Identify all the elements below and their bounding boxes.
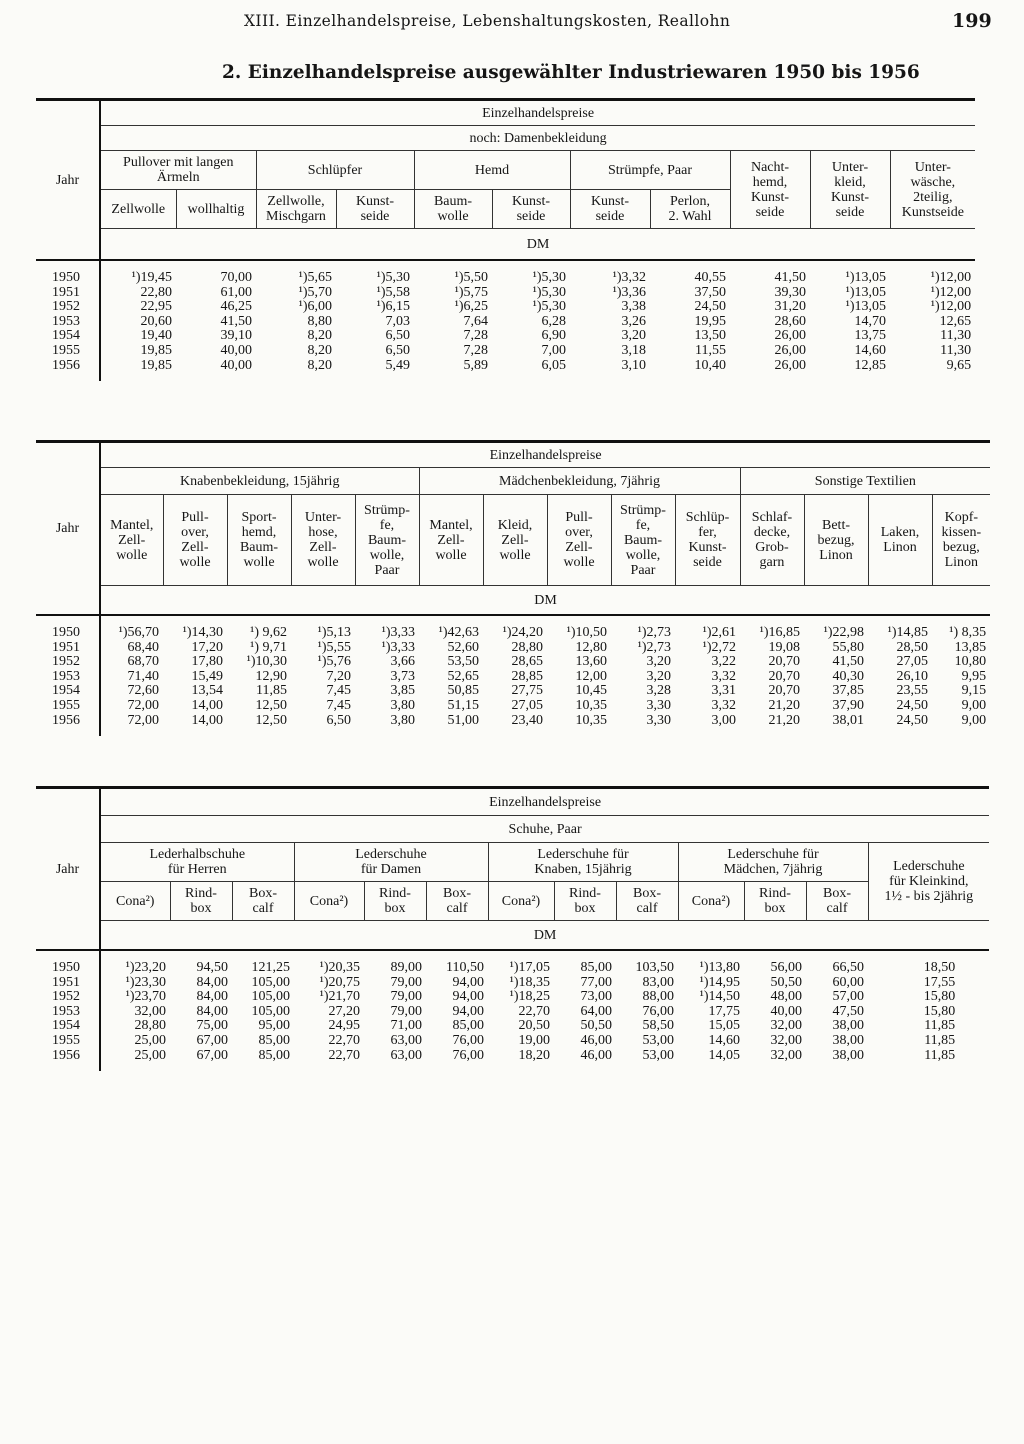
col-nachthemd: Nacht- hemd, Kunst- seide [730,151,810,229]
data-column: ¹)2,73 ¹)2,73 3,20 3,20 3,28 3,30 3,30 [637,625,671,728]
data-column: 103,50 83,00 88,00 76,00 58,50 53,00 53,00 [635,960,674,1063]
col-header: Unter- hose, Zell- wolle [291,495,355,586]
data-column: ¹)5,30 ¹)5,30 ¹)5,30 6,28 6,90 7,00 6,05 [532,270,566,373]
data-column: ¹)16,85 19,08 20,70 20,70 20,70 21,20 21,20 [759,625,800,728]
col-header: Perlon, 2. Wahl [650,190,730,229]
col-header: Kleid, Zell- wolle [483,495,547,586]
unit-label: DM [100,229,975,261]
data-column: ¹) 9,62 ¹) 9,71 ¹)10,30 12,90 11,85 12,50 12,50 [246,625,287,728]
table-title: 2. Einzelhandelspreise ausgewählter Industriewaren 1950 bis 1956 [222,62,920,83]
col-header: Pull- over, Zell- wolle [547,495,611,586]
table-damenbekleidung [36,98,975,381]
header-damenbekleidung: noch: Damenbekleidung [100,126,975,151]
data-column: ¹)5,13 ¹)5,55 ¹)5,76 7,20 7,45 7,45 6,50 [317,625,351,728]
col-header: Schlüp- fer, Kunst- seide [675,495,740,586]
col-header: Cona²) [100,882,170,921]
col-header: Rind- box [554,882,616,921]
table-schuhe [36,786,989,1071]
year-column: 1950 1951 1952 1953 1954 1955 1956 [52,625,80,728]
group-knaben: Lederschuhe für Knaben, 15jährig [488,843,678,882]
data-column: ¹)56,70 68,40 68,70 71,40 72,60 72,00 72,00 [100,615,163,736]
col-header: Rind- box [364,882,426,921]
data-column: ¹)2,61 ¹)2,72 3,22 3,32 3,31 3,32 3,00 [702,625,736,728]
group-maedchenbekleidung: Mädchenbekleidung, 7jährig [419,468,740,495]
col-header: Box- calf [232,882,294,921]
col-header: Mantel, Zell- wolle [100,495,163,586]
year-column: 1950 1951 1952 1953 1954 1955 1956 [52,960,80,1063]
data-column: 56,00 50,50 48,00 40,00 32,00 32,00 32,00 [770,960,802,1063]
running-head: XIII. Einzelhandelspreise, Lebenshaltungskosten, Reallohn [244,12,731,30]
col-header: Kopf- kissen- bezug, Linon [932,495,990,586]
page-number: 199 [952,10,992,32]
data-column: 70,00 61,00 46,25 41,50 39,10 40,00 40,00 [220,270,252,373]
header-schuhe: Schuhe, Paar [100,816,989,843]
group-struempfe: Strümpfe, Paar [570,151,730,190]
jahr-header: Jahr [55,521,80,536]
data-column: ¹)42,63 52,60 53,50 52,65 50,85 51,15 51,00 [438,625,479,728]
col-header: Rind- box [170,882,232,921]
col-header: Box- calf [806,882,868,921]
col-header: Schlaf- decke, Grob- garn [740,495,804,586]
col-header: Strümp- fe, Baum- wolle, Paar [611,495,675,586]
data-column: 41,50 39,30 31,20 28,60 26,00 26,00 26,00 [774,270,806,373]
unit-label: DM [100,921,989,951]
header-einzelhandelspreise: Einzelhandelspreise [100,100,975,126]
col-header: Box- calf [426,882,488,921]
col-header: Laken, Linon [868,495,932,586]
col-header: Cona²) [488,882,554,921]
data-column: 66,50 60,00 57,00 47,50 38,00 38,00 38,00 [832,960,864,1063]
col-header: Rind- box [744,882,806,921]
data-column: ¹)14,30 17,20 17,80 15,49 13,54 14,00 14,00 [182,625,223,728]
col-header: Kunst- seide [336,190,414,229]
data-column: ¹)22,98 55,80 41,50 40,30 37,85 37,90 38,01 [823,625,864,728]
data-column: ¹)5,65 ¹)5,70 ¹)6,00 8,80 8,20 8,20 8,20 [298,270,332,373]
col-header: Mantel, Zell- wolle [419,495,483,586]
data-column: ¹)17,05 ¹)18,35 ¹)18,25 22,70 20,50 19,00 18,20 [509,960,550,1063]
data-column: 94,50 84,00 84,00 84,00 75,00 67,00 67,00 [196,960,228,1063]
unit-label: DM [100,586,990,616]
col-header: Cona²) [294,882,364,921]
col-header: Cona²) [678,882,744,921]
col-header: Sport- hemd, Baum- wolle [227,495,291,586]
data-column: 89,00 79,00 79,00 79,00 71,00 63,00 63,00 [390,960,422,1063]
col-unterkleid: Unter- kleid, Kunst- seide [810,151,890,229]
data-column: ¹)24,20 28,80 28,65 28,85 27,75 27,05 23,40 [502,625,543,728]
col-unterwaesche: Unter- wäsche, 2teilig, Kunstseide [890,151,975,229]
data-column: ¹)20,35 ¹)20,75 ¹)21,70 27,20 24,95 22,70 22,70 [319,960,360,1063]
data-column: ¹)3,33 ¹)3,33 3,66 3,73 3,85 3,80 3,80 [381,625,415,728]
group-herren: Lederhalbschuhe für Herren [100,843,294,882]
group-maedchen: Lederschuhe für Mädchen, 7jährig [678,843,868,882]
col-header: Kunst- seide [570,190,650,229]
group-damen: Lederschuhe für Damen [294,843,488,882]
data-column: 85,00 77,00 73,00 64,00 50,50 46,00 46,00 [580,960,612,1063]
group-pullover: Pullover mit langen Ärmeln [100,151,256,190]
col-header: Baum- wolle [414,190,492,229]
col-kleinkind: Lederschuhe für Kleinkind, 1½ - bis 2jährig [868,843,989,921]
jahr-header: Jahr [55,172,80,188]
data-column: 110,50 94,00 94,00 94,00 85,00 76,00 76,00 [446,960,484,1063]
data-column: 18,50 17,55 15,80 15,80 11,85 11,85 11,85 [923,960,956,1063]
col-header: Zellwolle [100,190,176,229]
group-knabenbekleidung: Knabenbekleidung, 15jährig [100,468,419,495]
col-header: Bett- bezug, Linon [804,495,868,586]
data-column: ¹)23,20 ¹)23,30 ¹)23,70 32,00 28,80 25,00 25,00 [100,950,170,1071]
group-hemd: Hemd [414,151,570,190]
data-column: ¹)5,30 ¹)5,58 ¹)6,15 7,03 6,50 6,50 5,49 [376,270,410,373]
data-column: ¹)13,80 ¹)14,95 ¹)14,50 17,75 15,05 14,60 14,05 [699,960,740,1063]
data-column: ¹)12,00 ¹)12,00 ¹)12,00 12,65 11,30 11,30 9,65 [930,270,972,373]
col-header: Box- calf [616,882,678,921]
col-header: Kunst- seide [492,190,570,229]
data-column: 40,55 37,50 24,50 19,95 13,50 11,55 10,40 [694,270,726,373]
jahr-header: Jahr [55,861,80,877]
col-header: Pull- over, Zell- wolle [163,495,227,586]
col-header: Strümp- fe, Baum- wolle, Paar [355,495,419,586]
data-column: ¹)10,50 12,80 13,60 12,00 10,45 10,35 10,35 [566,625,607,728]
year-column: 1950 1951 1952 1953 1954 1955 1956 [52,270,80,373]
data-column: ¹) 8,35 13,85 10,80 9,95 9,15 9,00 9,00 [949,625,987,728]
data-column: 121,25 105,00 105,00 105,00 95,00 85,00 85,00 [251,960,290,1063]
data-column: ¹)14,85 28,50 27,05 26,10 23,55 24,50 24,50 [887,625,928,728]
data-column: ¹)13,05 ¹)13,05 ¹)13,05 14,70 13,75 14,60 12,85 [845,270,886,373]
table-kinderbekleidung [36,440,990,736]
col-header: Zellwolle, Mischgarn [256,190,336,229]
data-column: ¹)19,45 22,80 22,95 20,60 19,40 19,85 19,85 [100,260,176,381]
data-column: ¹)3,32 ¹)3,36 3,38 3,26 3,20 3,18 3,10 [612,270,646,373]
col-header: wollhaltig [176,190,256,229]
data-column: ¹)5,50 ¹)5,75 ¹)6,25 7,64 7,28 7,28 5,89 [454,270,488,373]
group-sonstige-textilien: Sonstige Textilien [740,468,990,495]
header-einzelhandelspreise: Einzelhandelspreise [100,442,990,468]
group-schluepfer: Schlüpfer [256,151,414,190]
header-einzelhandelspreise: Einzelhandelspreise [100,788,989,816]
